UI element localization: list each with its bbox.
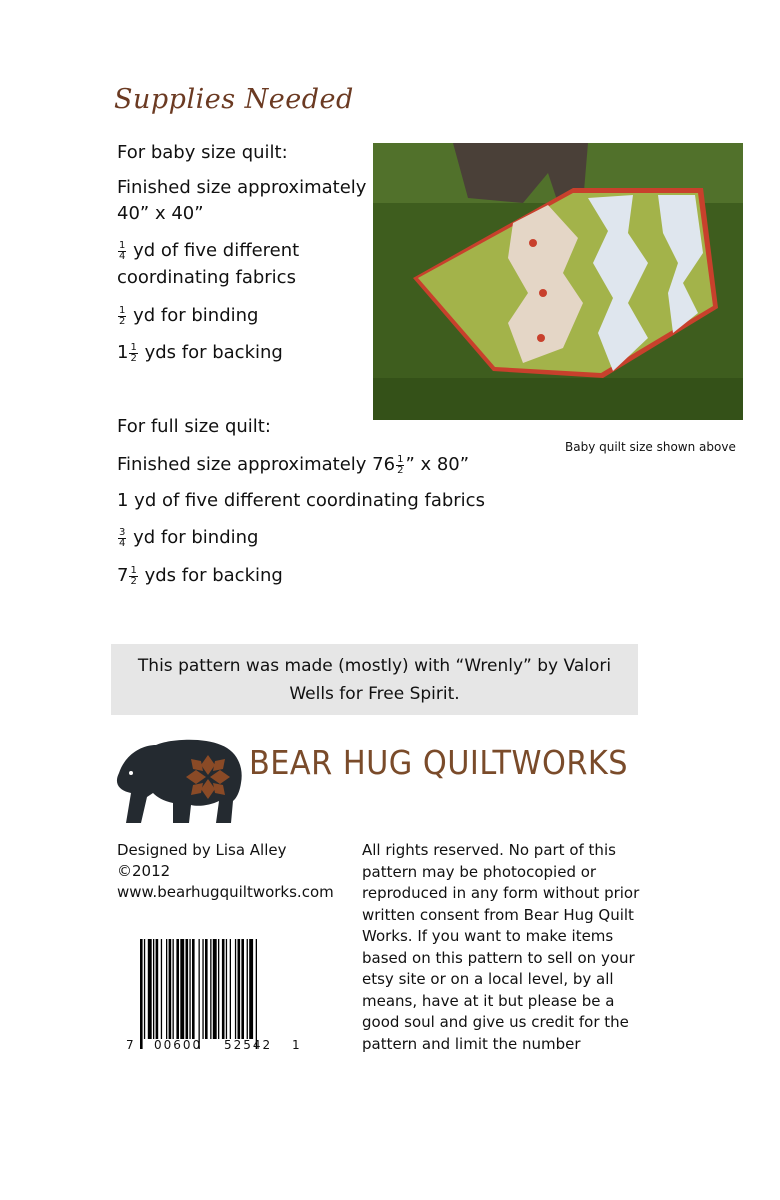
full-fabric: 1 yd of five different coordinating fabrics — [117, 490, 485, 511]
barcode — [126, 939, 300, 1059]
barcode-bar — [186, 939, 189, 1039]
full-backing: 7 $\frac{1}{2}$ yds for backing — [117, 564, 283, 587]
barcode-bar — [180, 939, 184, 1039]
full-binding: $\frac{3}{4}$ yd for binding — [119, 526, 259, 549]
barcode-bar — [222, 939, 225, 1039]
barcode-first-digit: 7 — [126, 1038, 134, 1052]
fraction: $\frac{1}{2}$ — [130, 564, 137, 587]
barcode-bar — [202, 939, 203, 1039]
banner-line2: Wells for Free Spirit. — [289, 684, 460, 704]
fraction: $\frac{1}{2}$ — [119, 304, 126, 327]
barcode-bar — [205, 939, 208, 1039]
designer-name: Designed by Lisa Alley — [117, 841, 287, 859]
copyright-year: ©2012 — [117, 862, 171, 880]
baby-size-line2: 40” x 40” — [117, 203, 204, 224]
photo-caption: Baby quilt size shown above — [565, 440, 736, 454]
barcode-bar — [144, 939, 145, 1039]
barcode-bar — [166, 939, 167, 1039]
fabric-credit-banner — [111, 644, 638, 715]
baby-fabric-line1: $\frac{1}{4}$ yd of five different — [119, 239, 300, 262]
baby-fabric-line2: coordinating fabrics — [117, 267, 296, 288]
barcode-bar — [235, 939, 236, 1039]
barcode-bar — [173, 939, 174, 1039]
fraction: $\frac{1}{4}$ — [119, 239, 126, 262]
barcode-bar — [169, 939, 172, 1039]
banner-line1: This pattern was made (mostly) with “Wrenly” by Valori — [137, 656, 612, 676]
fraction: $\frac{1}{2}$ — [397, 453, 404, 476]
barcode-bar — [230, 939, 231, 1039]
rights-notice: All rights reserved. No part of this pattern may be photocopied or reproduced in any form without prior written consent from Bear Hug Quilt Works. If you want to make items based on this pattern to sell on your etsy site or on a local level, by all means, have at it but please be a good soul and give us credit for the pattern and limit the number — [362, 841, 640, 1053]
barcode-bar — [247, 939, 248, 1039]
fraction: $\frac{3}{4}$ — [119, 526, 126, 549]
grass-shadow — [373, 378, 743, 420]
barcode-bar — [238, 939, 241, 1039]
barcode-bar — [256, 939, 257, 1049]
baby-backing: 1 $\frac{1}{2}$ yds for backing — [117, 341, 283, 364]
website-url: www.bearhugquiltworks.com — [117, 883, 334, 901]
barcode-bar — [161, 939, 162, 1039]
barcode-right-group: 52542 — [224, 1038, 273, 1052]
barcode-bar — [210, 939, 211, 1039]
barcode-bar — [218, 939, 219, 1039]
barcode-last-digit: 1 — [292, 1038, 300, 1052]
full-size: Finished size approximately 76 $\frac{1}{2}$ ” x 80” — [117, 453, 470, 476]
barcode-bar — [249, 939, 253, 1039]
baby-size-line1: Finished size approximately — [117, 177, 367, 198]
fraction: $\frac{1}{2}$ — [130, 341, 137, 364]
barcode-bar — [192, 939, 195, 1039]
barcode-bar — [140, 939, 143, 1049]
barcode-bar — [241, 939, 244, 1039]
barcode-left-group: 00600 — [154, 1038, 203, 1052]
brand-logo — [111, 735, 631, 835]
flower-dot — [539, 289, 547, 297]
full-intro: For full size quilt: — [117, 416, 271, 437]
baby-binding: $\frac{1}{2}$ yd for binding — [119, 304, 259, 327]
barcode-bar — [148, 939, 152, 1039]
barcode-bar — [226, 939, 227, 1039]
barcode-bar — [156, 939, 159, 1039]
barcode-bar — [189, 939, 190, 1039]
flower-dot — [537, 334, 545, 342]
quilt-photo — [373, 143, 743, 420]
brand-name: BEAR HUG QUILTWORKS — [249, 743, 629, 782]
designer-credits — [117, 840, 334, 903]
flower-dot — [529, 239, 537, 247]
bear-icon — [111, 735, 246, 835]
supplies-heading: Supplies Needed — [114, 84, 354, 115]
barcode-bars — [140, 939, 300, 1049]
baby-intro: For baby size quilt: — [117, 142, 288, 163]
barcode-bar — [199, 939, 200, 1049]
barcode-bar — [153, 939, 154, 1039]
barcode-bar — [213, 939, 217, 1039]
quilt-photo-illustration — [373, 143, 743, 420]
barcode-bar — [176, 939, 179, 1039]
